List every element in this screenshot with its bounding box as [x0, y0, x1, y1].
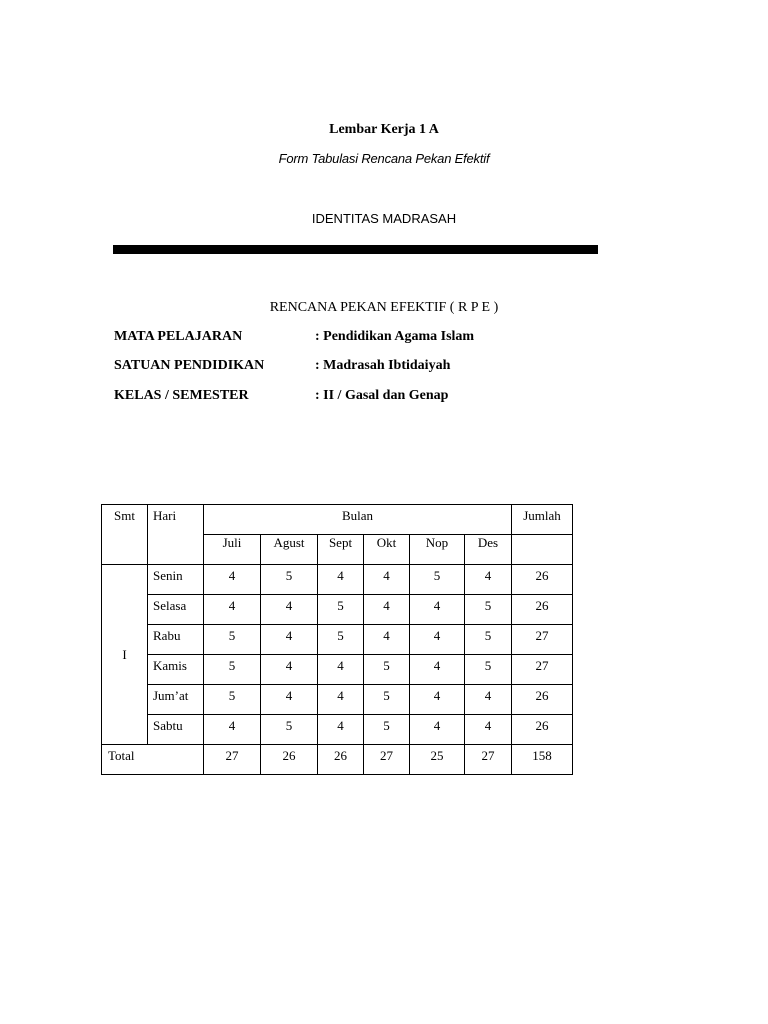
value-cell: 4 [261, 685, 318, 715]
value-cell: 4 [465, 685, 512, 715]
value-cell: 5 [364, 715, 410, 745]
table-row [102, 655, 573, 685]
table-row [102, 565, 573, 595]
table-body [102, 565, 573, 745]
header-smt: Smt [102, 505, 148, 565]
rpe-table [101, 504, 573, 775]
value-cell: 4 [410, 655, 465, 685]
table-total-row [102, 745, 573, 775]
info-value-kelas-semester: : II / Gasal dan Genap [315, 388, 449, 403]
header-bulan: Bulan [204, 505, 512, 535]
value-cell: 5 [465, 625, 512, 655]
row-total-cell: 26 [512, 595, 573, 625]
value-cell: 4 [364, 625, 410, 655]
info-label-satuan-pendidikan: SATUAN PENDIDIKAN [114, 358, 265, 373]
value-cell: 5 [204, 625, 261, 655]
row-total-cell: 26 [512, 565, 573, 595]
day-cell: Jum’at [148, 685, 204, 715]
table-row [102, 685, 573, 715]
month-header: Sept [318, 535, 364, 565]
value-cell: 5 [204, 685, 261, 715]
value-cell: 4 [261, 595, 318, 625]
day-cell: Rabu [148, 625, 204, 655]
value-cell: 4 [204, 595, 261, 625]
info-label-mata-pelajaran: MATA PELAJARAN [114, 329, 243, 344]
value-cell: 5 [364, 685, 410, 715]
table-row [102, 625, 573, 655]
value-cell: 4 [410, 625, 465, 655]
value-cell: 4 [318, 655, 364, 685]
value-cell: 4 [364, 565, 410, 595]
month-header: Des [465, 535, 512, 565]
value-cell: 4 [410, 685, 465, 715]
total-label: Total [102, 745, 204, 775]
value-cell: 4 [204, 715, 261, 745]
value-cell: 5 [204, 655, 261, 685]
jumlah-empty-cell [512, 535, 573, 565]
info-value-satuan-pendidikan: : Madrasah Ibtidaiyah [315, 358, 451, 373]
value-cell: 5 [364, 655, 410, 685]
worksheet-title: Lembar Kerja 1 A [329, 122, 439, 137]
value-cell: 4 [318, 685, 364, 715]
total-cell: 27 [204, 745, 261, 775]
month-header: Agust [261, 535, 318, 565]
table-row [102, 715, 573, 745]
row-total-cell: 27 [512, 625, 573, 655]
month-header: Nop [410, 535, 465, 565]
value-cell: 5 [318, 595, 364, 625]
value-cell: 5 [261, 715, 318, 745]
day-cell: Sabtu [148, 715, 204, 745]
row-total-cell: 27 [512, 655, 573, 685]
value-cell: 4 [410, 715, 465, 745]
value-cell: 5 [410, 565, 465, 595]
row-total-cell: 26 [512, 685, 573, 715]
value-cell: 4 [465, 565, 512, 595]
identity-heading: IDENTITAS MADRASAH [311, 211, 457, 226]
value-cell: 5 [261, 565, 318, 595]
rpe-title: RENCANA PEKAN EFEKTIF ( R P E ) [269, 300, 499, 315]
value-cell: 4 [261, 625, 318, 655]
total-cell: 26 [318, 745, 364, 775]
info-label-kelas-semester: KELAS / SEMESTER [114, 388, 249, 403]
value-cell: 4 [204, 565, 261, 595]
info-value-mata-pelajaran: : Pendidikan Agama Islam [315, 329, 475, 344]
grand-total-cell: 158 [512, 745, 573, 775]
table-row [102, 595, 573, 625]
value-cell: 4 [318, 565, 364, 595]
value-cell: 4 [318, 715, 364, 745]
value-cell: 5 [318, 625, 364, 655]
day-cell: Kamis [148, 655, 204, 685]
total-cell: 26 [261, 745, 318, 775]
total-cell: 27 [364, 745, 410, 775]
header-hari: Hari [148, 505, 204, 565]
worksheet-subtitle: Form Tabulasi Rencana Pekan Efektif [278, 151, 490, 166]
value-cell: 4 [410, 595, 465, 625]
header-jumlah: Jumlah [512, 505, 573, 535]
day-cell: Senin [148, 565, 204, 595]
value-cell: 4 [364, 595, 410, 625]
total-cell: 25 [410, 745, 465, 775]
month-header: Juli [204, 535, 261, 565]
table-header-row [102, 505, 573, 535]
value-cell: 5 [465, 655, 512, 685]
total-cell: 27 [465, 745, 512, 775]
value-cell: 5 [465, 595, 512, 625]
value-cell: 4 [465, 715, 512, 745]
semester-cell: I [102, 565, 148, 745]
horizontal-rule [113, 245, 598, 254]
month-header: Okt [364, 535, 410, 565]
value-cell: 4 [261, 655, 318, 685]
row-total-cell: 26 [512, 715, 573, 745]
day-cell: Selasa [148, 595, 204, 625]
